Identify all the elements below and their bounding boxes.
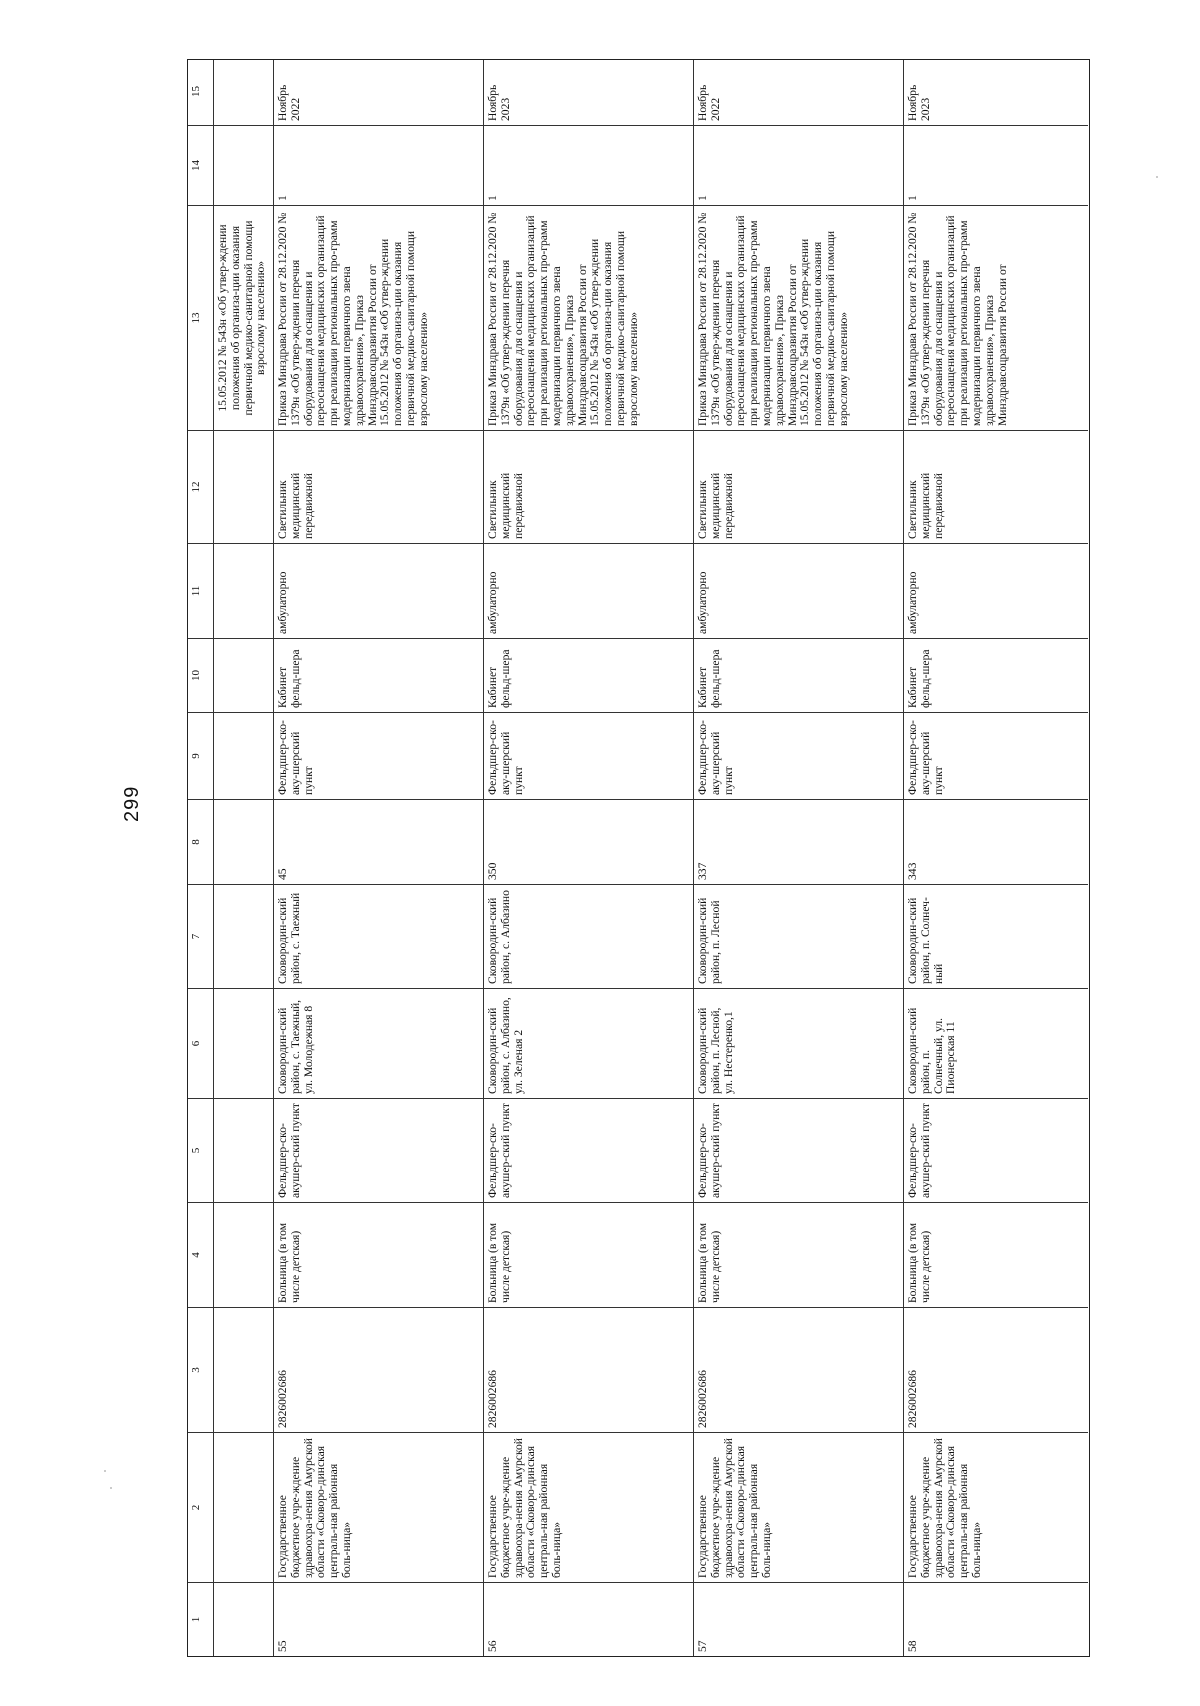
header-col-14: 14 <box>188 125 213 205</box>
cell-basis: Приказ Минздрава России от 28.12.2020 № 1379н «Об утвер-ждении перечня оборудования для оснащения и переоснащения медицинских организаций при реализации региональных про-грамм модернизации первичного звена здравоохранения», Приказ Минздравсоцразвития России от 15.05.2012 № 543н «Об утвер-ждении положения об организа-ции оказания первичной медико-санитарной помощи взрослому населению» <box>484 205 693 430</box>
cell-type <box>214 1202 273 1307</box>
cell-inn: 2826002686 <box>694 1307 903 1432</box>
cell-structure: Фельдшер-ско-аку-шерский пункт <box>274 712 483 799</box>
header-col-8: 8 <box>188 799 213 884</box>
cell-locality: Сковородин-ский район, п. Лесной <box>694 884 903 988</box>
cell-structure: Фельдшер-ско-аку-шерский пункт <box>904 712 1088 799</box>
cell-room: Кабинет фельд-шера <box>694 638 903 712</box>
cell-population: 45 <box>274 799 483 884</box>
cell-equipment: Светильник медицинский передвижной <box>274 430 483 543</box>
cell-org: Государственное бюджетное учре-ждение здравоохра-нения Амурской области «Сковоро-динская централь-ная районная боль-ница» <box>694 1432 903 1582</box>
cell-unit: Фельдшер-ско-акушер-ский пункт <box>904 1098 1088 1202</box>
cell-qty: 1 <box>274 125 483 205</box>
cell-locality: Сковородин-ский район, п. Солнеч-ный <box>904 884 1088 988</box>
header-col-6: 6 <box>188 988 213 1098</box>
cell-locality: Сковородин-ский район, с. Албазино <box>484 884 693 988</box>
scan-speck <box>1156 176 1158 178</box>
cell-population: 350 <box>484 799 693 884</box>
header-col-3: 3 <box>188 1307 213 1432</box>
header-col-4: 4 <box>188 1202 213 1307</box>
cell-room: Кабинет фельд-шера <box>904 638 1088 712</box>
cell-org: Государственное бюджетное учре-ждение здравоохра-нения Амурской области «Сковоро-динская централь-ная районная боль-ница» <box>904 1432 1088 1582</box>
cell-date <box>214 58 273 125</box>
table-row-56 <box>484 60 694 1656</box>
table-row-55 <box>274 60 484 1656</box>
header-col-15: 15 <box>190 86 202 97</box>
continued-row <box>214 60 274 1656</box>
cell-org: Государственное бюджетное учре-ждение здравоохра-нения Амурской области «Сковоро-динская централь-ная районная боль-ница» <box>484 1432 693 1582</box>
cell-equipment: Светильник медицинский передвижной <box>904 430 1088 543</box>
cell-population: 337 <box>694 799 903 884</box>
cell-type: Больница (в том числе детская) <box>484 1202 693 1307</box>
cell-inn: 2826002686 <box>484 1307 693 1432</box>
cell-type: Больница (в том числе детская) <box>694 1202 903 1307</box>
header-col-12: 12 <box>188 430 213 543</box>
cell-care <box>214 543 273 638</box>
cell-inn: 2826002686 <box>904 1307 1088 1432</box>
cell-num: 58 <box>904 1582 1088 1656</box>
cell-qty: 1 <box>484 125 693 205</box>
cell-address: Сковородин-ский район, с. Албазино, ул. Зеленая 2 <box>484 988 693 1098</box>
cell-basis: Приказ Минздрава России от 28.12.2020 № 1379н «Об утвер-ждении перечня оборудования для оснащения и переоснащения медицинских организаций при реализации региональных про-грамм модернизации первичного звена здравоохранения», Приказ Минздравсоцразвития России от 15.05.2012 № 543н «Об утвер-ждении положения об организа-ции оказания первичной медико-санитарной помощи взрослому населению» <box>274 205 483 430</box>
cell-equipment: Светильник медицинский передвижной <box>694 430 903 543</box>
cell-num: 55 <box>274 1582 483 1656</box>
cell-unit <box>214 1098 273 1202</box>
cell-qty: 1 <box>904 125 1088 205</box>
cell-num: 56 <box>484 1582 693 1656</box>
cell-qty <box>214 125 273 205</box>
header-col-9: 9 <box>188 712 213 799</box>
cell-basis: 15.05.2012 № 543н «Об утвер-ждении положения об организа-ции оказания первичной медико-санитарной помощи взрослому населению» <box>214 205 273 430</box>
cell-unit: Фельдшер-ско-акушер-ский пункт <box>274 1098 483 1202</box>
cell-equipment <box>214 430 273 543</box>
cell-locality: Сковородин-ский район, с. Таежный <box>274 884 483 988</box>
cell-org: Государственное бюджетное учре-ждение здравоохра-нения Амурской области «Сковоро-динская централь-ная районная боль-ница» <box>274 1432 483 1582</box>
cell-inn <box>214 1307 273 1432</box>
cell-population <box>214 799 273 884</box>
cell-equipment: Светильник медицинский передвижной <box>484 430 693 543</box>
cell-address: Сковородин-ский район, п. Солнечный, ул. Пионерская 11 <box>904 988 1088 1098</box>
cell-date: Ноябрь 2022 <box>696 84 722 121</box>
cell-care: амбулаторно <box>904 543 1088 638</box>
header-col-10: 10 <box>188 638 213 712</box>
cell-basis: Приказ Минздрава России от 28.12.2020 № 1379н «Об утвер-ждении перечня оборудования для оснащения и переоснащения медицинских организаций при реализации региональных про-грамм модернизации первичного звена здравоохранения», Приказ Минздравсоцразвития России от <box>904 205 1088 430</box>
cell-date: Ноябрь 2023 <box>486 84 512 121</box>
cell-inn: 2826002686 <box>274 1307 483 1432</box>
page-number: 299 <box>121 785 143 822</box>
cell-num <box>214 1582 273 1656</box>
header-col-13: 13 <box>188 205 213 430</box>
cell-room: Кабинет фельд-шера <box>274 638 483 712</box>
cell-unit: Фельдшер-ско-акушер-ский пункт <box>484 1098 693 1202</box>
cell-qty: 1 <box>694 125 903 205</box>
header-col-5: 5 <box>188 1098 213 1202</box>
cell-address: Сковородин-ский район, с. Таежный, ул. Молодежная 8 <box>274 988 483 1098</box>
scan-speck <box>104 1470 106 1472</box>
cell-date: Ноябрь 2022 <box>276 84 302 121</box>
cell-structure: Фельдшер-ско-аку-шерский пункт <box>484 712 693 799</box>
equipment-table <box>187 59 1090 1657</box>
cell-address <box>214 988 273 1098</box>
cell-type: Больница (в том числе детская) <box>904 1202 1088 1307</box>
cell-date: Ноябрь 2023 <box>906 84 932 121</box>
cell-room <box>214 638 273 712</box>
header-col-7: 7 <box>188 884 213 988</box>
table-row-58 <box>904 60 1088 1656</box>
cell-org <box>214 1432 273 1582</box>
column-number-row <box>188 60 214 1656</box>
header-col-11: 11 <box>188 543 213 638</box>
cell-unit: Фельдшер-ско-акушер-ский пункт <box>694 1098 903 1202</box>
cell-locality <box>214 884 273 988</box>
cell-address: Сковородин-ский район, п. Лесной, ул. Нестеренко,1 <box>694 988 903 1098</box>
cell-structure <box>214 712 273 799</box>
cell-room: Кабинет фельд-шера <box>484 638 693 712</box>
cell-type: Больница (в том числе детская) <box>274 1202 483 1307</box>
cell-num: 57 <box>694 1582 903 1656</box>
header-col-1: 1 <box>188 1582 213 1656</box>
header-col-2: 2 <box>188 1432 213 1582</box>
cell-basis: Приказ Минздрава России от 28.12.2020 № 1379н «Об утвер-ждении перечня оборудования для оснащения и переоснащения медицинских организаций при реализации региональных про-грамм модернизации первичного звена здравоохранения», Приказ Минздравсоцразвития России от 15.05.2012 № 543н «Об утвер-ждении положения об организа-ции оказания первичной медико-санитарной помощи взрослому населению» <box>694 205 903 430</box>
cell-care: амбулаторно <box>274 543 483 638</box>
cell-structure: Фельдшер-ско-аку-шерский пункт <box>694 712 903 799</box>
table-row-57 <box>694 60 904 1656</box>
cell-population: 343 <box>904 799 1088 884</box>
scan-speck <box>110 1487 112 1489</box>
cell-care: амбулаторно <box>694 543 903 638</box>
cell-care: амбулаторно <box>484 543 693 638</box>
